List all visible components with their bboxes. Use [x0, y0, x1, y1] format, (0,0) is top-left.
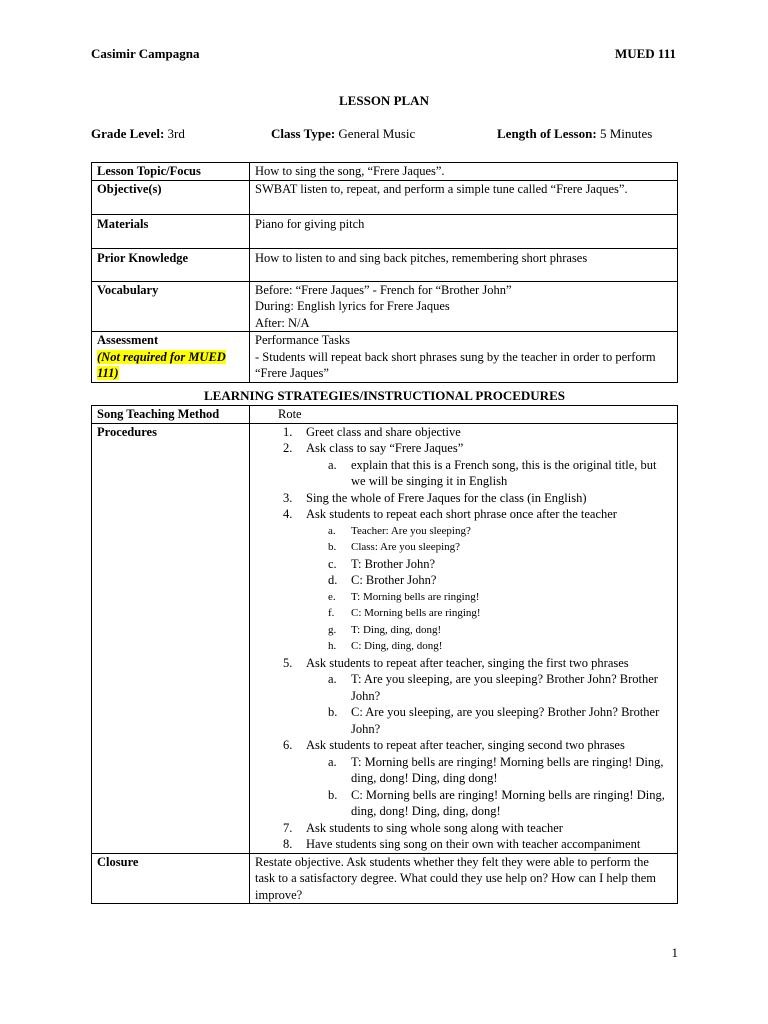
list-item: 1. Greet class and share objective [283, 424, 461, 439]
lesson-length-label: Length of Lesson: [497, 126, 597, 141]
list-item: f. C: Morning bells are ringing! [328, 607, 481, 619]
class-type-value: General Music [338, 126, 416, 141]
procedures-table [91, 405, 678, 904]
assessment-value [250, 332, 678, 383]
vocabulary-value [250, 281, 678, 332]
class-type [271, 126, 415, 142]
list-item: 6. Ask students to repeat after teacher, singing second two phrases [283, 738, 625, 752]
procedures-list-cell [250, 423, 678, 853]
materials-label: Materials [92, 214, 250, 248]
list-item: 7. Ask students to sing whole song along with teacher [283, 820, 563, 835]
vocabulary-label: Vocabulary [92, 281, 250, 332]
table-row [92, 281, 678, 332]
page-number: 1 [671, 945, 678, 960]
list-item: 8. Have students sing song on their own with teacher accompaniment [283, 837, 641, 851]
prior-knowledge-label: Prior Knowledge [92, 248, 250, 281]
vocab-before: Before: “Frere Jaques” - French for “Brother John” [255, 282, 512, 297]
list-item: a. explain that this is a French song, this is the original title, but we will be singing it in English [328, 457, 657, 488]
table-row [92, 248, 678, 281]
list-item: 5. Ask students to repeat after teacher, singing the first two phrases [283, 655, 629, 670]
closure-label: Closure [92, 853, 250, 904]
class-type-label: Class Type: [271, 126, 336, 141]
list-item: 4. Ask students to repeat each short phrase once after the teacher [283, 507, 617, 521]
objective-label: Objective(s) [92, 180, 250, 214]
list-item: h. C: Ding, ding, dong! [328, 640, 443, 652]
table-row [92, 853, 678, 904]
list-item: 3. Sing the whole of Frere Jaques for the class (in English) [283, 490, 587, 505]
list-item: d. C: Brother John? [328, 573, 437, 587]
table-row [92, 163, 678, 181]
assessment-line1: Performance Tasks [255, 333, 351, 347]
vocab-during: During: English lyrics for Frere Jaques [255, 299, 450, 313]
prior-knowledge-value: How to listen to and sing back pitches, remembering short phrases [250, 248, 678, 281]
grade-value: 3rd [167, 126, 185, 141]
list-item: b. C: Are you sleeping, are you sleeping? Brother John? Brother John? [328, 705, 660, 736]
author-name: Casimir Campagna [91, 46, 200, 61]
table-row [92, 423, 678, 853]
materials-value: Piano for giving pitch [250, 214, 678, 248]
list-item: a. T: Morning bells are ringing! Morning bells are ringing! Ding, ding, dong! Ding, ding dong! [328, 754, 664, 785]
table-row [92, 332, 678, 383]
procedures-label: Procedures [92, 423, 250, 853]
method-value: Rote [250, 406, 678, 424]
list-item: c. T: Brother John? [328, 556, 436, 571]
assessment-label-cell [92, 332, 250, 383]
list-item: b. C: Morning bells are ringing! Morning bells are ringing! Ding, ding, dong! Ding, ding, dong! [328, 787, 665, 818]
grade-label: Grade Level: [91, 126, 165, 141]
page-title: LESSON PLAN [339, 93, 429, 108]
list-item: a. T: Are you sleeping, are you sleeping? Brother John? Brother John? [328, 672, 658, 703]
topic-label: Lesson Topic/Focus [92, 163, 250, 181]
list-item: e. T: Morning bells are ringing! [328, 590, 480, 603]
lesson-plan-table [91, 162, 678, 383]
table-row [92, 214, 678, 248]
procedures-list [255, 424, 672, 853]
list-item: g. T: Ding, ding, dong! [328, 623, 442, 636]
closure-value: Restate objective. Ask students whether they felt they were able to perform the task to a satisfactory degree. What could they use help on? How can I help them improve? [250, 853, 678, 904]
lesson-length [497, 126, 652, 142]
assessment-label: Assessment [97, 333, 159, 347]
grade-level [91, 126, 185, 142]
vocab-after: After: N/A [255, 315, 310, 330]
lesson-length-value: 5 Minutes [599, 126, 653, 141]
method-label: Song Teaching Method [92, 406, 250, 424]
table-row [92, 180, 678, 214]
table-row [92, 406, 678, 424]
assessment-line2: - Students will repeat back short phrases sung by the teacher in order to perform “Frere Jaques” [255, 349, 656, 380]
list-item: b. Class: Are you sleeping? [328, 541, 461, 553]
assessment-note: (Not required for MUED 111) [97, 349, 226, 380]
objective-value: SWBAT listen to, repeat, and perform a simple tune called “Frere Jaques”. [250, 180, 678, 214]
list-item: a. Teacher: Are you sleeping? [328, 524, 471, 537]
list-item: 2. Ask class to say “Frere Jaques” [283, 441, 464, 455]
course-code: MUED 111 [614, 46, 676, 61]
strategies-title: LEARNING STRATEGIES/INSTRUCTIONAL PROCEDURES [204, 388, 565, 403]
topic-value: How to sing the song, “Frere Jaques”. [250, 163, 678, 181]
